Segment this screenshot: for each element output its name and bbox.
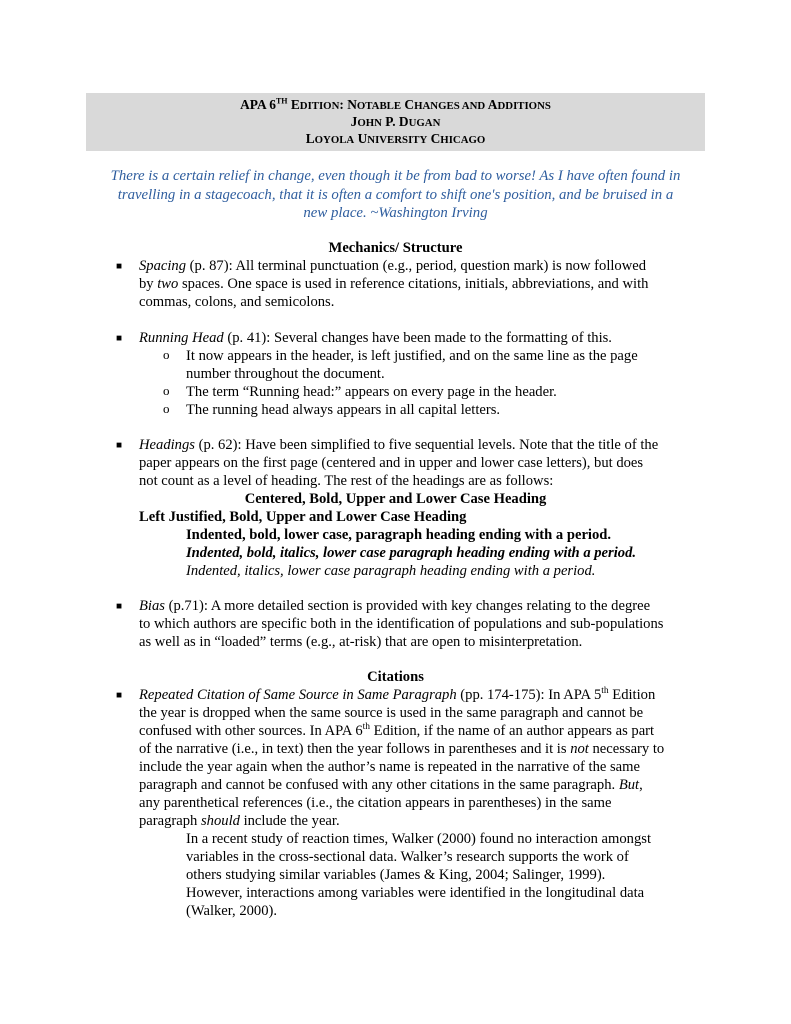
author-name: JOHN P. DUGAN <box>350 114 441 129</box>
spacing-item: Spacing (p. 87): All terminal punctuation (e.g., period, question mark) is now followed by two spaces. One space is used in reference citations, initials, abbreviations, and with commas, colons, and semicolons. <box>139 258 649 310</box>
heading-level-4-example: Indented, bold, italics, lower case paragraph heading ending with a period. <box>186 545 637 561</box>
section-heading-citations: Citations <box>367 669 424 685</box>
sub-bullet-marker: o <box>163 401 170 416</box>
bullet-marker: ■ <box>116 333 123 344</box>
heading-level-1-example: Centered, Bold, Upper and Lower Case Heading <box>244 491 547 507</box>
running-head-sub-item: The term “Running head:” appears on every page in the header. <box>186 384 557 400</box>
section-heading-mechanics: Mechanics/ Structure <box>328 240 463 256</box>
bullet-marker: ■ <box>116 601 123 612</box>
quote-line: new place. ~Washington Irving <box>303 205 488 221</box>
running-head-sub-item: The running head always appears in all capital letters. <box>186 402 501 418</box>
title-block <box>86 93 705 151</box>
bullet-marker: ■ <box>116 690 123 701</box>
document-title: APA 6TH EDITION: NOTABLE CHANGES AND ADDITIONS <box>240 96 551 112</box>
bias-item: Bias (p.71): A more detailed section is provided with key changes relating to the degree to which authors are specific both in the identification of populations and sub-populations as well as in “loaded” terms (e.g., at-risk) that are open to misinterpretation. <box>139 598 664 650</box>
sub-bullet-marker: o <box>163 347 170 362</box>
epigraph-quote <box>90 167 701 223</box>
running-head-sub-item: It now appears in the header, is left justified, and on the same line as the page number throughout the document. <box>186 348 638 382</box>
bullet-marker: ■ <box>116 261 123 272</box>
quote-line: travelling in a stagecoach, that it is often a comfort to shift one's position, and be bruised in a <box>117 186 674 203</box>
citation-example-block: In a recent study of reaction times, Walker (2000) found no interaction amongst variables in the cross-sectional data. Walker’s research supports the work of others studying similar variables (James & King, 2004; Salinger, 1999). However, interactions among variables were identified in the longitudinal data (Walker, 2000). <box>186 831 652 919</box>
institution-name: LOYOLA UNIVERSITY CHICAGO <box>305 131 486 146</box>
heading-level-3-example: Indented, bold, lower case, paragraph heading ending with a period. <box>186 527 612 543</box>
headings-item: Headings (p. 62): Have been simplified to five sequential levels. Note that the title of the paper appears on the first page (centered and in upper and lower case letters), but does not count as a level of heading. The rest of the headings are as follows: <box>139 437 659 489</box>
quote-line: There is a certain relief in change, even though it be from bad to worse! As I have often found in <box>110 168 681 184</box>
bullet-marker: ■ <box>116 440 123 451</box>
running-head-item: Running Head (p. 41): Several changes have been made to the formatting of this. <box>139 330 612 346</box>
heading-level-5-example: Indented, italics, lower case paragraph heading ending with a period. <box>186 563 596 579</box>
sub-bullet-marker: o <box>163 383 170 398</box>
repeated-citation-item: Repeated Citation of Same Source in Same Paragraph (pp. 174-175): In APA 5th Edition the year is dropped when the same source is used in the same paragraph and cannot be confused with other sources. In APA 6th Edition, if the name of an author appears as part of the narrative (i.e., in text) then the year follows in parentheses and it is not necessary to include the year again when the author’s name is repeated in the narrative of the same paragraph and cannot be confused with any other citations in the same paragraph. But, any parenthetical references (i.e., the citation appears in parentheses) in the same paragraph should include the year. <box>139 686 665 829</box>
heading-level-2-example: Left Justified, Bold, Upper and Lower Case Heading <box>139 509 467 525</box>
